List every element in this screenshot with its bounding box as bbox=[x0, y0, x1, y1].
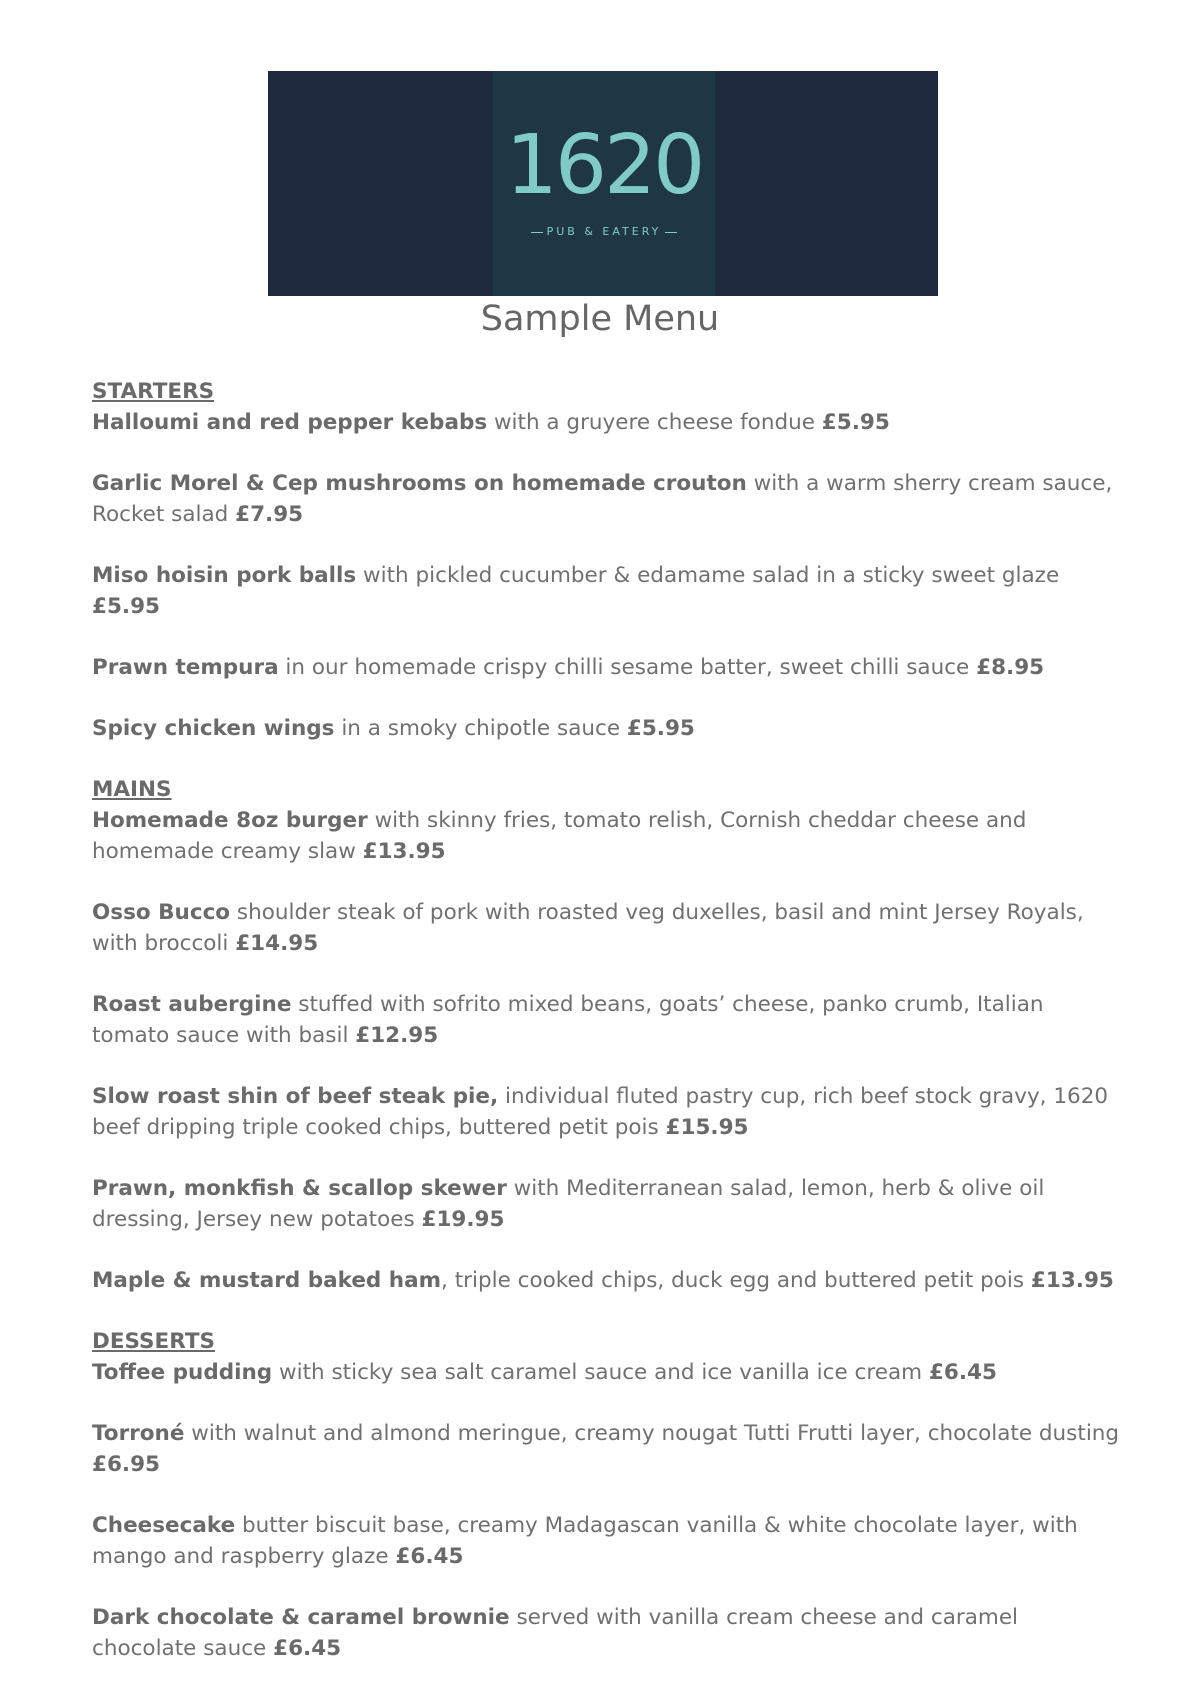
item-name: Prawn tempura bbox=[92, 655, 279, 680]
item-name: Prawn, monkfish & scallop skewer bbox=[92, 1176, 507, 1201]
item-name: Toffee pudding bbox=[92, 1360, 273, 1385]
item-price: £13.95 bbox=[1030, 1268, 1114, 1293]
item-name: Slow roast shin of beef steak pie, bbox=[92, 1084, 499, 1109]
logo bbox=[493, 71, 715, 296]
menu bbox=[92, 376, 1122, 1694]
item-description: served with vanilla cream cheese and caramel chocolate sauce bbox=[92, 1605, 1019, 1661]
item-price: £5.95 bbox=[92, 594, 161, 619]
menu-item bbox=[92, 1081, 1122, 1143]
dash-left bbox=[531, 232, 543, 233]
menu-item bbox=[92, 560, 1122, 622]
item-description: with walnut and almond meringue, creamy nougat Tutti Frutti layer, chocolate dusting bbox=[184, 1421, 1120, 1446]
item-price: £19.95 bbox=[421, 1207, 505, 1232]
section-heading: MAINS bbox=[92, 777, 172, 802]
page-title: Sample Menu bbox=[480, 299, 720, 339]
item-price: £14.95 bbox=[235, 931, 319, 956]
item-price: £13.95 bbox=[362, 839, 446, 864]
logo-subtitle bbox=[493, 225, 715, 238]
item-price: £7.95 bbox=[235, 502, 304, 527]
logo-subtitle-text: PUB & EATERY bbox=[546, 225, 662, 238]
item-name: Maple & mustard baked ham bbox=[92, 1268, 442, 1293]
section-mains bbox=[92, 774, 1122, 1296]
item-description: with Mediterranean salad, lemon, herb & olive oil dressing, Jersey new potatoes bbox=[92, 1176, 1045, 1232]
menu-item bbox=[92, 468, 1122, 530]
logo-banner bbox=[268, 71, 938, 296]
item-name: Garlic Morel & Cep mushrooms on homemade crouton bbox=[92, 471, 747, 496]
item-price: £8.95 bbox=[976, 655, 1045, 680]
section-starters bbox=[92, 376, 1122, 744]
item-name: Cheesecake bbox=[92, 1513, 236, 1538]
item-price: £6.95 bbox=[92, 1452, 161, 1477]
item-description: with skinny fries, tomato relish, Cornish cheddar cheese and homemade creamy slaw bbox=[92, 808, 1027, 864]
section-heading: DESSERTS bbox=[92, 1329, 215, 1354]
menu-item bbox=[92, 652, 1122, 683]
item-name: Halloumi and red pepper kebabs bbox=[92, 410, 488, 435]
item-price: £6.45 bbox=[928, 1360, 997, 1385]
section-desserts bbox=[92, 1326, 1122, 1664]
item-price: £5.95 bbox=[626, 716, 695, 741]
item-description: with a warm sherry cream sauce, Rocket salad bbox=[92, 471, 1113, 527]
menu-item bbox=[92, 407, 1122, 438]
item-description: with a gruyere cheese fondue bbox=[487, 410, 822, 435]
dash-right bbox=[665, 232, 677, 233]
menu-item bbox=[92, 1418, 1122, 1480]
menu-item bbox=[92, 1357, 1122, 1388]
item-name: Torroné bbox=[92, 1421, 185, 1446]
item-name: Roast aubergine bbox=[92, 992, 292, 1017]
item-description: individual fluted pastry cup, rich beef stock gravy, 1620 beef dripping triple cooked chips, buttered petit pois bbox=[92, 1084, 1109, 1140]
item-name: Dark chocolate & caramel brownie bbox=[92, 1605, 510, 1630]
item-price: £6.45 bbox=[395, 1544, 464, 1569]
menu-item bbox=[92, 1510, 1122, 1572]
item-description: in our homemade crispy chilli sesame batter, sweet chilli sauce bbox=[278, 655, 977, 680]
item-price: £6.45 bbox=[273, 1636, 342, 1661]
item-description: shoulder steak of pork with roasted veg duxelles, basil and mint Jersey Royals, with broccoli bbox=[92, 900, 1084, 956]
logo-number: 1620 bbox=[505, 118, 703, 213]
menu-item bbox=[92, 1265, 1122, 1296]
menu-item bbox=[92, 713, 1122, 744]
item-price: £5.95 bbox=[821, 410, 890, 435]
item-name: Miso hoisin pork balls bbox=[92, 563, 357, 588]
menu-item bbox=[92, 1173, 1122, 1235]
item-description: with sticky sea salt caramel sauce and ice vanilla ice cream bbox=[272, 1360, 929, 1385]
item-description: stuffed with sofrito mixed beans, goats’ cheese, panko crumb, Italian tomato sauce with basil bbox=[92, 992, 1044, 1048]
item-description: , triple cooked chips, duck egg and buttered petit pois bbox=[441, 1268, 1031, 1293]
menu-item bbox=[92, 1602, 1122, 1664]
menu-item bbox=[92, 805, 1122, 867]
item-name: Spicy chicken wings bbox=[92, 716, 335, 741]
item-description: with pickled cucumber & edamame salad in a sticky sweet glaze bbox=[356, 563, 1060, 588]
menu-item bbox=[92, 989, 1122, 1051]
item-price: £12.95 bbox=[355, 1023, 439, 1048]
item-price: £15.95 bbox=[665, 1115, 749, 1140]
item-name: Osso Bucco bbox=[92, 900, 231, 925]
section-heading: STARTERS bbox=[92, 379, 215, 404]
item-description: butter biscuit base, creamy Madagascan vanilla & white chocolate layer, with mango and raspberry glaze bbox=[92, 1513, 1078, 1569]
menu-item bbox=[92, 897, 1122, 959]
item-name: Homemade 8oz burger bbox=[92, 808, 368, 833]
item-description: in a smoky chipotle sauce bbox=[334, 716, 627, 741]
